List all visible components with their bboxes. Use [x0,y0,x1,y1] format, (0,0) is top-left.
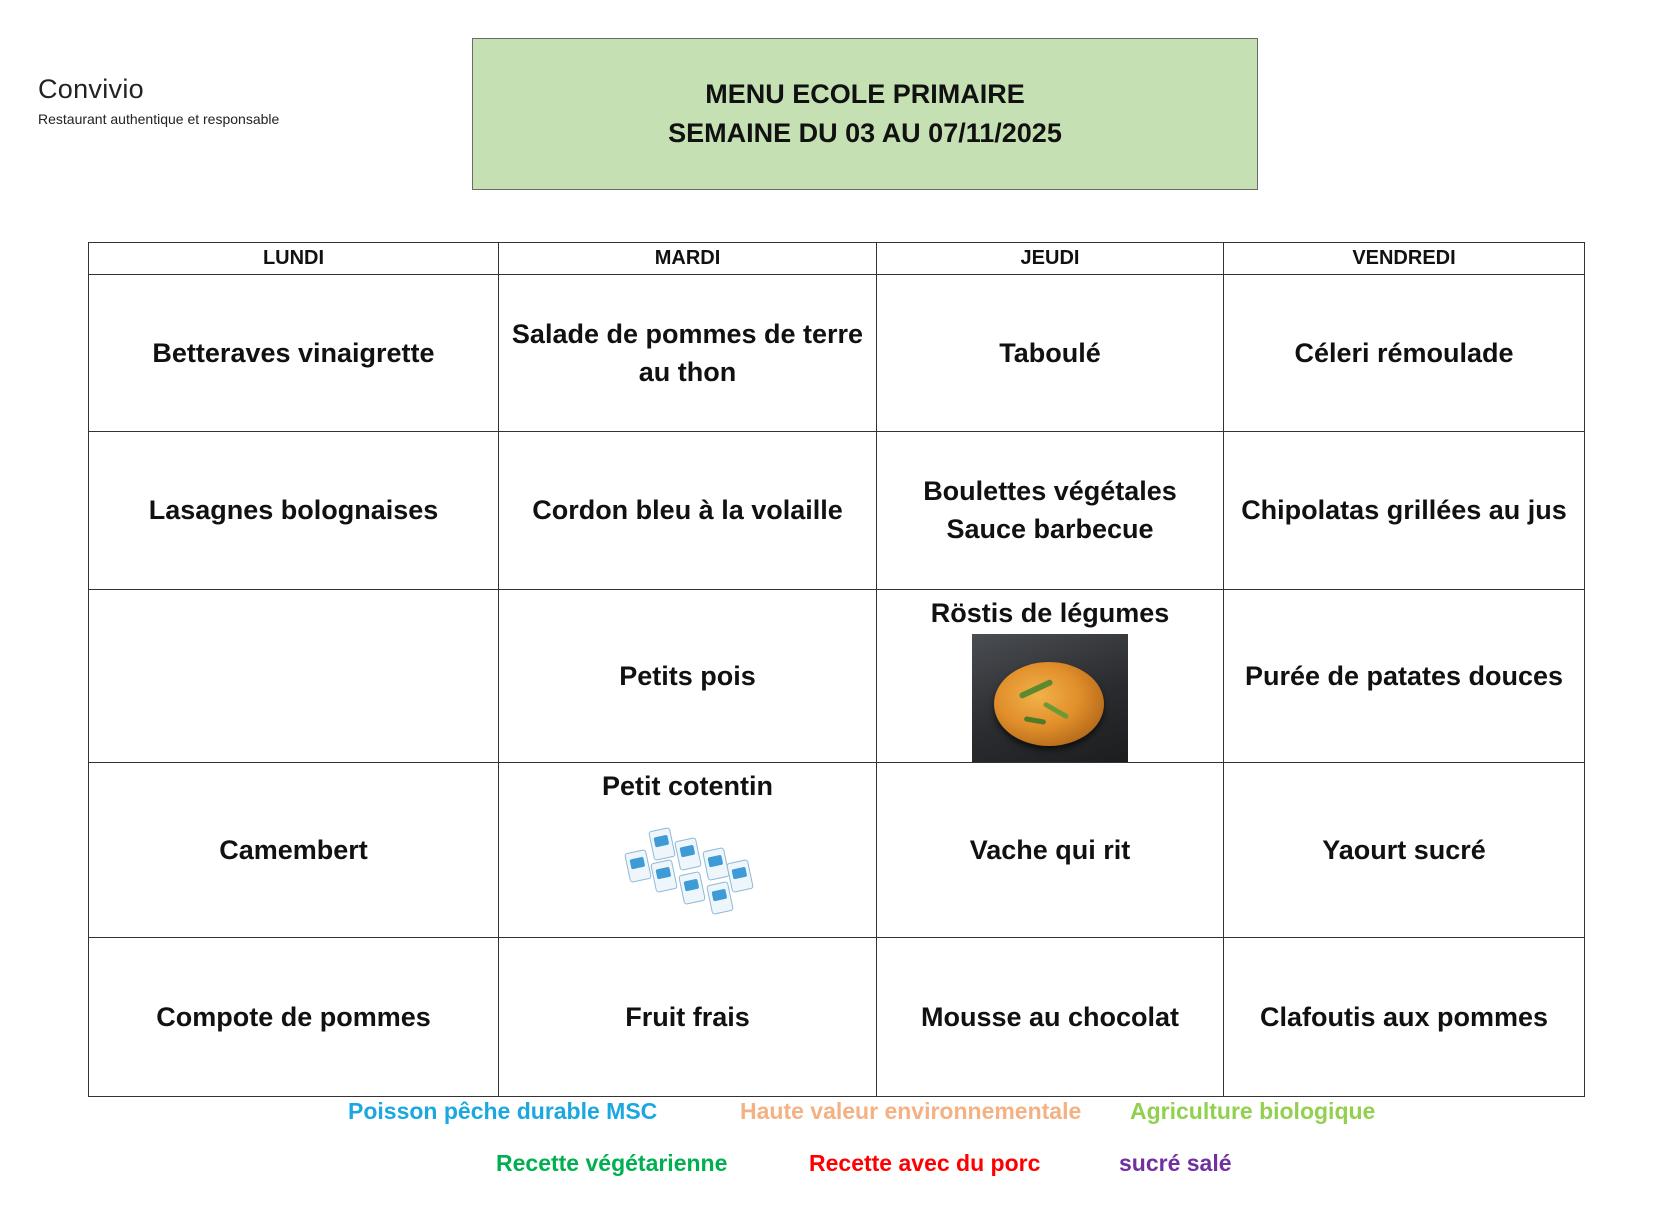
menu-title-box [472,38,1258,190]
legend-hve: Haute valeur environnementale [740,1098,1082,1124]
main-jeudi-line2: Sauce barbecue [946,514,1154,545]
legend-pork: Recette avec du porc [809,1150,1041,1176]
day-header-mardi: MARDI [499,243,877,275]
menu-table [88,242,1585,1097]
day-header-lundi: LUNDI [89,243,499,275]
dessert-lundi: Compote de pommes [89,938,499,1097]
dessert-vendredi: Clafoutis aux pommes [1224,938,1585,1097]
starter-mardi [499,275,877,432]
starter-mardi-line2: au thon [638,357,737,387]
dessert-row [89,938,1585,1097]
starter-jeudi: Taboulé [877,275,1224,432]
main-vendredi: Chipolatas grillées au jus [1224,431,1585,589]
day-header-jeudi: JEUDI [877,243,1224,275]
side-lundi [89,589,499,763]
legend-bio: Agriculture biologique [1130,1098,1376,1124]
dessert-mardi: Fruit frais [499,938,877,1097]
dairy-lundi: Camembert [89,763,499,938]
starter-lundi: Betteraves vinaigrette [89,275,499,432]
dairy-mardi-label: Petit cotentin [601,771,773,802]
petit-cotentin-photo [623,821,753,921]
dessert-jeudi: Mousse au chocolat [877,938,1224,1097]
side-row [89,589,1585,763]
side-jeudi-label: Röstis de légumes [930,597,1170,628]
menu-title: MENU ECOLE PRIMAIRE [705,79,1025,109]
brand [38,74,279,127]
dairy-row [89,763,1585,938]
side-vendredi: Purée de patates douces [1224,589,1585,763]
main-jeudi-line1: Boulettes végétales [923,476,1177,507]
main-mardi: Cordon bleu à la volaille [499,431,877,589]
dairy-vendredi: Yaourt sucré [1224,763,1585,938]
starter-row [89,275,1585,432]
day-header-vendredi: VENDREDI [1224,243,1585,275]
legend-sweet-savory: sucré salé [1119,1150,1232,1176]
starter-vendredi: Céleri rémoulade [1224,275,1585,432]
side-jeudi [877,589,1224,763]
starter-mardi-line1: Salade de pommes de terre [511,319,864,349]
dairy-mardi [499,763,877,938]
legend-vegetarian: Recette végétarienne [496,1150,728,1176]
menu-week: SEMAINE DU 03 AU 07/11/2025 [668,118,1062,148]
main-lundi: Lasagnes bolognaises [89,431,499,589]
day-header-row [89,243,1585,275]
brand-tagline: Restaurant authentique et responsable [38,111,280,127]
brand-name: Convivio [38,74,144,104]
dairy-jeudi: Vache qui rit [877,763,1224,938]
main-jeudi [877,431,1224,589]
rostis-photo [972,634,1128,762]
side-mardi: Petits pois [499,589,877,763]
main-row [89,431,1585,589]
legend-msc: Poisson pêche durable MSC [348,1098,658,1124]
